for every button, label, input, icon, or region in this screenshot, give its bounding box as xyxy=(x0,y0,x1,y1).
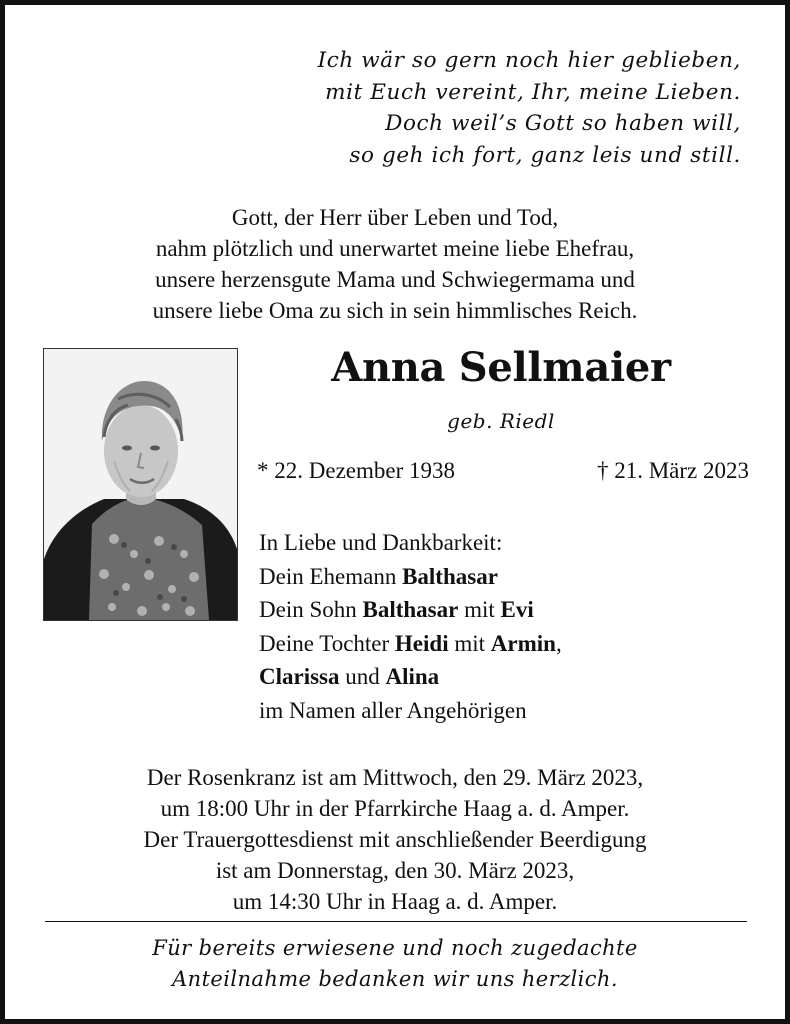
ceremony-details xyxy=(5,762,785,917)
mourner-grandchildren xyxy=(259,660,562,694)
deceased-name: Anna Sellmaier xyxy=(331,344,671,391)
relation-label: Dein Sohn xyxy=(259,597,363,623)
with-text: mit xyxy=(458,597,501,623)
intro-line: Gott, der Herr über Leben und Tod, xyxy=(231,205,559,230)
portrait-photo xyxy=(43,348,238,621)
death-date: † 21. März 2023 xyxy=(596,458,749,483)
ceremony-line: Der Trauergottesdienst mit anschließender Beerdigung xyxy=(143,827,647,852)
mourner-son xyxy=(259,593,562,627)
mourners-closing: im Namen aller Angehörigen xyxy=(259,697,527,723)
poem-line: Ich wär so gern noch hier geblieben, xyxy=(317,48,741,73)
birth-date: * 22. Dezember 1938 xyxy=(257,458,455,483)
intro-line: unsere liebe Oma zu sich in sein himmlisches Reich. xyxy=(152,298,638,323)
mourner-husband xyxy=(259,560,562,594)
daughter-name: Heidi xyxy=(394,630,449,656)
thanks-note xyxy=(5,933,785,995)
ceremony-line: Der Rosenkranz ist am Mittwoch, den 29. März 2023, xyxy=(146,765,644,790)
portrait-image xyxy=(44,349,237,620)
intro-text xyxy=(5,202,785,326)
mourners-heading: In Liebe und Dankbarkeit: xyxy=(259,530,503,555)
poem-line: mit Euch vereint, Ihr, meine Lieben. xyxy=(325,79,741,105)
grandchild-name: Clarissa xyxy=(259,664,340,690)
intro-line: unsere herzensgute Mama und Schwiegermama und xyxy=(155,267,635,292)
mourners-list xyxy=(259,526,562,728)
thanks-line: Für bereits erwiesene und noch zugedachte xyxy=(152,936,638,960)
divider-line xyxy=(45,921,747,922)
and-text: und xyxy=(339,664,386,690)
poem xyxy=(318,45,741,171)
poem-line: so geh ich fort, ganz leis und still. xyxy=(349,142,741,168)
son-partner-name: Evi xyxy=(500,597,534,623)
intro-line: nahm plötzlich und unerwartet meine liebe Ehefrau, xyxy=(155,236,635,261)
relation-label: Dein Ehemann xyxy=(259,563,403,589)
ceremony-line: um 14:30 Uhr in Haag a. d. Amper. xyxy=(232,889,558,914)
birth-name: geb. Riedl xyxy=(447,409,555,433)
poem-line: Doch weil’s Gott so haben will, xyxy=(385,111,741,136)
daughter-partner-name: Armin xyxy=(490,630,556,656)
husband-name: Balthasar xyxy=(402,563,498,589)
comma: , xyxy=(555,630,562,656)
mourner-daughter xyxy=(259,627,562,661)
ceremony-line: ist am Donnerstag, den 30. März 2023, xyxy=(215,858,575,883)
son-name: Balthasar xyxy=(362,597,459,623)
grandchild-name: Alina xyxy=(385,664,440,690)
with-text: mit xyxy=(448,630,491,656)
thanks-line: Anteilnahme bedanken wir uns herzlich. xyxy=(172,967,618,991)
relation-label: Deine Tochter xyxy=(259,630,395,656)
ceremony-line: um 18:00 Uhr in der Pfarrkirche Haag a. d. Amper. xyxy=(160,796,630,821)
